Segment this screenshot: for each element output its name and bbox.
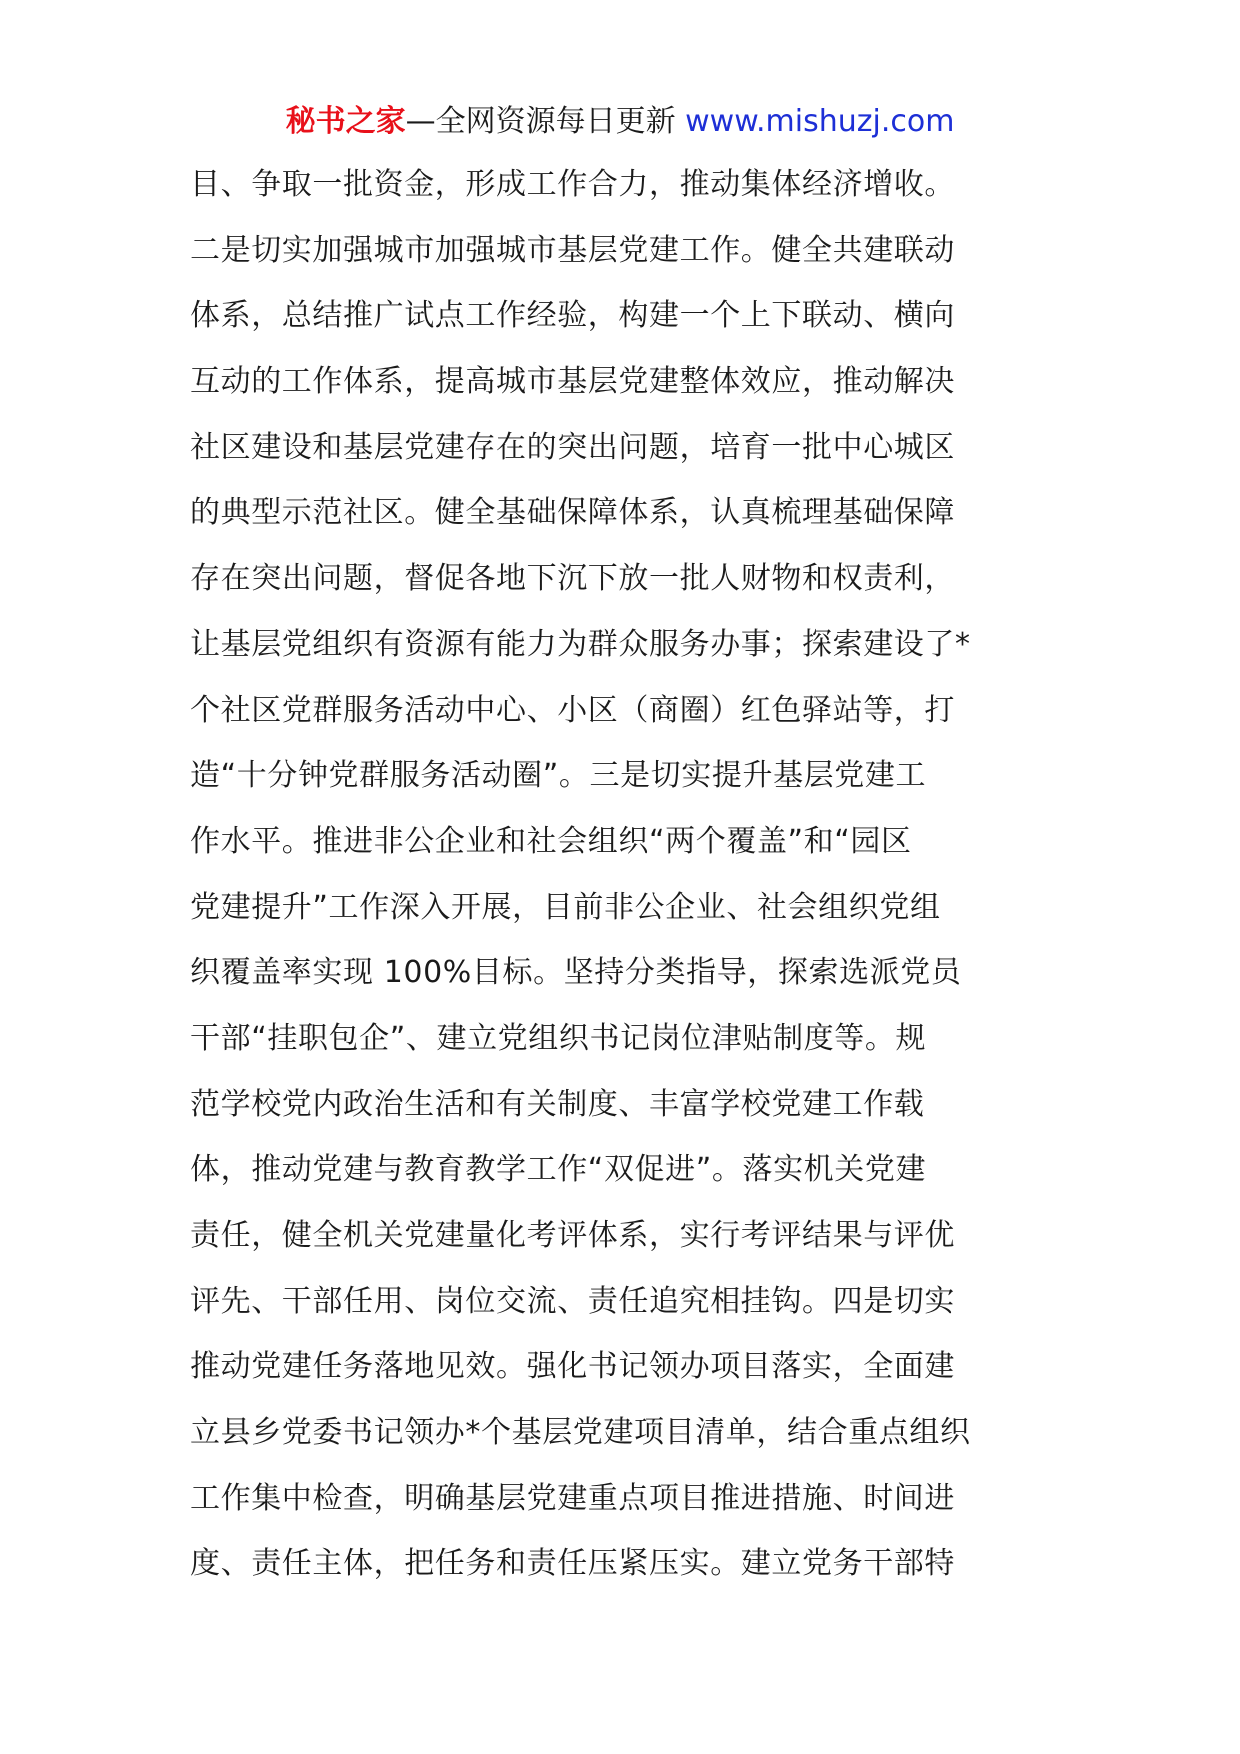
- text-line: 目、争取一批资金，形成工作合力，推动集体经济增收。: [190, 167, 955, 202]
- header-tagline: —全网资源每日更新: [405, 104, 686, 139]
- text-line: 二是切实加强城市加强城市基层党建工作。健全共建联动: [190, 232, 955, 268]
- text-line: 党建提升”工作深入开展，目前非公企业、社会组织党组: [190, 889, 941, 925]
- text-line: 责任，健全机关党建量化考评体系，实行考评结果与评优: [190, 1218, 955, 1253]
- text-line: 作水平。推进非公企业和社会组织“两个覆盖”和“园区: [190, 823, 912, 859]
- text-line: 立县乡党委书记领办*个基层党建项目清单，结合重点组织: [190, 1415, 971, 1451]
- text-line: 互动的工作体系，提高城市基层党建整体效应，推动解决: [190, 364, 955, 400]
- text-line: 度、责任主体，把任务和责任压紧压实。建立党务干部特: [190, 1546, 955, 1582]
- text-line: 造“十分钟党群服务活动圈”。三是切实提升基层党建工: [190, 758, 927, 794]
- text-line: 织覆盖率实现 100%目标。坚持分类指导，探索选派党员: [190, 955, 962, 991]
- text-line: 体系，总结推广试点工作经验，构建一个上下联动、横向: [190, 298, 955, 334]
- text-line: 范学校党内政治生活和有关制度、丰富学校党建工作载: [190, 1086, 925, 1122]
- text-line: 推动党建任务落地见效。强化书记领办项目落实，全面建: [190, 1349, 955, 1385]
- text-line: 让基层党组织有资源有能力为群众服务办事；探索建设了*: [190, 626, 971, 662]
- document-body: [190, 165, 1050, 1610]
- site-url-link[interactable]: www.mishuzj.com: [685, 104, 955, 139]
- text-line: 个社区党群服务活动中心、小区（商圈）红色驿站等，打: [190, 692, 955, 728]
- text-line: 社区建设和基层党建存在的突出问题，培育一批中心城区: [190, 429, 955, 465]
- brand-name: 秘书之家: [285, 104, 406, 139]
- text-line: 评先、干部任用、岗位交流、责任追究相挂钩。四是切实: [190, 1283, 955, 1319]
- text-line: 存在突出问题，督促各地下沉下放一批人财物和权责利，: [190, 561, 955, 597]
- text-line: 体，推动党建与教育教学工作“双促进”。落实机关党建: [190, 1152, 927, 1188]
- page-header: [0, 100, 1240, 144]
- text-line: 的典型示范社区。健全基础保障体系，认真梳理基础保障: [190, 495, 955, 531]
- text-line: 干部“挂职包企”、建立党组织书记岗位津贴制度等。规: [190, 1020, 927, 1056]
- text-line: 工作集中检查，明确基层党建重点项目推进措施、时间进: [190, 1480, 955, 1516]
